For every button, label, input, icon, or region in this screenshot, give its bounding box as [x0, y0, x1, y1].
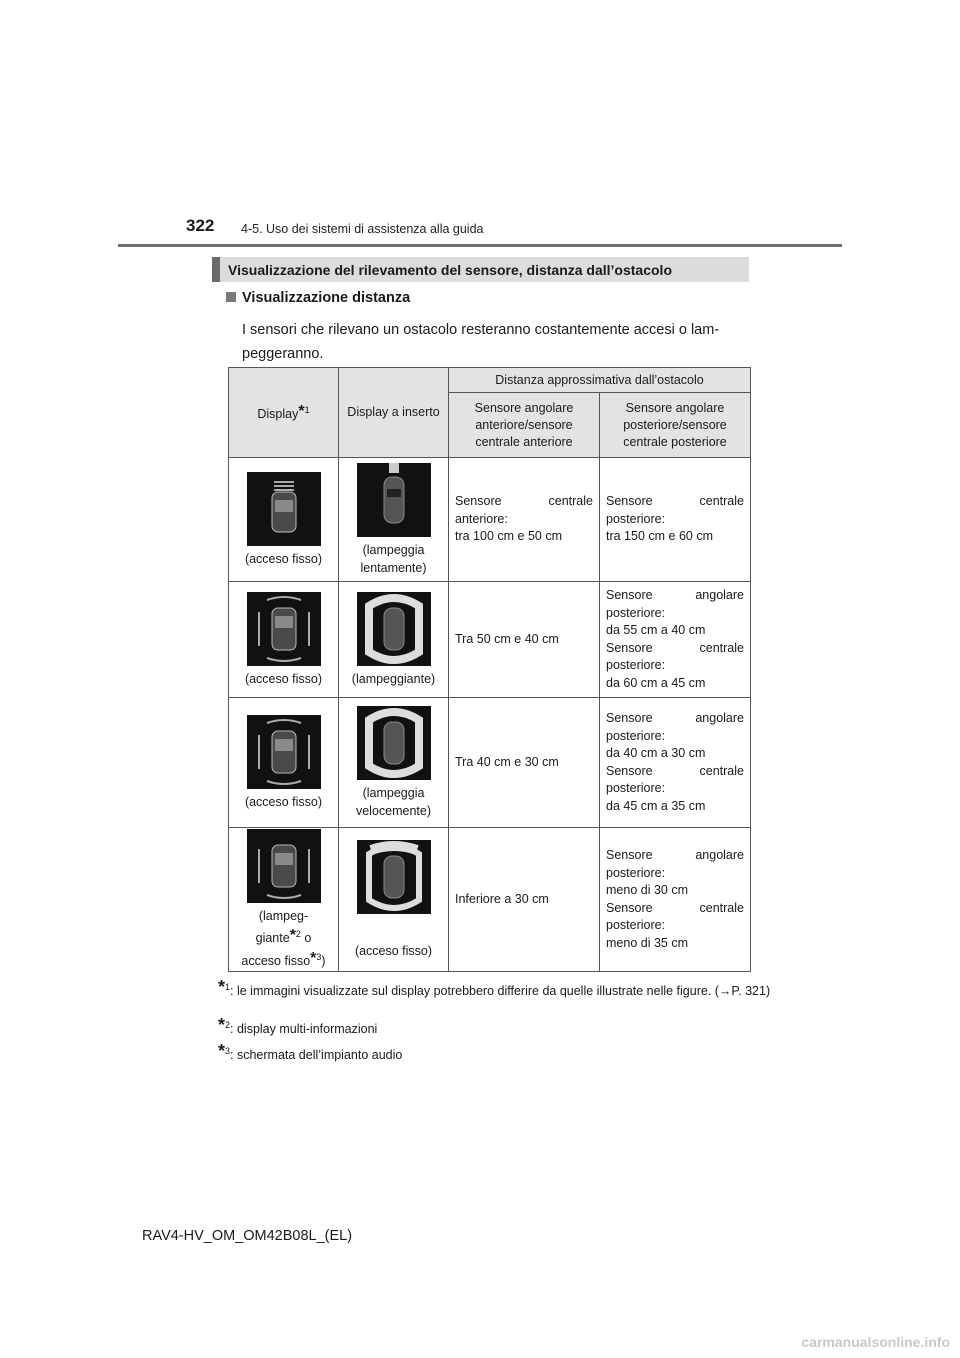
footnote-text: : le immagini visualizzate sul display potrebbero differire da quelle illustrate nelle figure. (→P. 321) [230, 984, 771, 999]
display-caption [229, 907, 338, 969]
subheading-text: Visualizzazione distanza [242, 290, 411, 306]
inset-vehicle-graphic [357, 840, 431, 914]
inset-cell [339, 828, 449, 972]
front-distance-cell [449, 698, 600, 828]
footnote-star: * [218, 1041, 226, 1062]
text-line: da 45 cm a 35 cm [606, 798, 706, 813]
header-inset: Display a inserto [339, 368, 449, 458]
header-display [229, 368, 339, 458]
inset-vehicle-graphic [357, 592, 431, 666]
display-caption: (acceso fisso) [244, 551, 323, 566]
inset-caption: (lampeggia velocemente) [355, 785, 432, 818]
inset-image [357, 463, 431, 537]
display-cell [229, 698, 339, 828]
text-line: Sensore centrale [606, 900, 744, 915]
vehicle-display-graphic [247, 715, 321, 789]
text-line: meno di 30 cm [606, 883, 688, 897]
inset-vehicle-graphic [357, 706, 431, 780]
subheading [226, 290, 410, 306]
text-line: posteriore: [606, 658, 666, 672]
caption-part: (lampeg- [258, 909, 309, 924]
display-image [247, 829, 321, 903]
inset-caption: (acceso fisso) [354, 943, 433, 958]
footnote-3 [218, 1042, 746, 1064]
text-line: Sensore centrale [606, 763, 744, 778]
caption-part: o [300, 931, 312, 946]
section-title-bar [212, 257, 749, 282]
inset-cell [339, 582, 449, 698]
vehicle-display-graphic [247, 592, 321, 666]
front-distance-cell [449, 582, 600, 698]
display-caption: (acceso fisso) [244, 671, 323, 686]
inset-cell [339, 458, 449, 582]
footnote-ref: 2 [225, 1020, 231, 1030]
text-line: Tra 40 cm e 30 cm [455, 754, 559, 769]
caption-part: giante [255, 931, 290, 946]
table-row [229, 458, 751, 582]
footnote-ref: 3 [225, 1046, 231, 1056]
body-paragraph: I sensori che rilevano un ostacolo resteranno costantemente accesi o lam-peggeranno. [242, 322, 720, 362]
inset-vehicle-graphic [357, 463, 431, 537]
footnote-star: * [289, 927, 296, 945]
text-line: posteriore: [606, 511, 666, 526]
text-line: Sensore centrale [455, 494, 593, 509]
rear-distance-cell [600, 698, 751, 828]
display-image [247, 592, 321, 666]
vehicle-display-graphic [247, 472, 321, 546]
display-cell [229, 828, 339, 972]
front-distance-cell [449, 458, 600, 582]
page-number: 322 [186, 216, 215, 235]
footnote-1 [218, 978, 774, 1000]
inset-caption: (lampeggia lentamente) [360, 542, 427, 575]
inset-image [357, 706, 431, 780]
caption-part: ) [321, 953, 326, 968]
text-line: da 60 cm a 45 cm [606, 675, 706, 690]
header-distance: Distanza approssimativa dall’ostacolo [449, 368, 751, 393]
text-line: posteriore: [606, 865, 666, 880]
front-distance-cell [449, 828, 600, 972]
section-title: Visualizzazione del rilevamento del sensore, distanza dall’ostacolo [228, 262, 672, 278]
footnote-star: * [298, 403, 305, 421]
square-bullet-icon [226, 292, 236, 302]
footnote-2 [218, 1016, 746, 1038]
table-row [229, 698, 751, 828]
display-caption: (acceso fisso) [244, 794, 323, 809]
display-cell [229, 582, 339, 698]
inset-cell [339, 698, 449, 828]
display-image [247, 715, 321, 789]
text-line: da 55 cm a 40 cm [606, 623, 706, 637]
display-cell [229, 458, 339, 582]
text-line: Sensore angolare [606, 711, 744, 725]
text-line: Sensore angolare [606, 588, 744, 602]
inset-image [357, 840, 431, 914]
header-rule [118, 244, 842, 247]
header-display-text: Display [257, 407, 299, 422]
rear-distance-cell [600, 582, 751, 698]
header-display-ref: 1 [304, 404, 310, 415]
footnote-text: : schermata dell’impianto audio [230, 1048, 403, 1063]
inset-image [357, 592, 431, 666]
table-row [229, 582, 751, 698]
text-line: posteriore: [606, 728, 666, 743]
text-line: Inferiore a 30 cm [455, 891, 549, 906]
vehicle-display-graphic [247, 829, 321, 903]
text-line: Sensore centrale [606, 494, 744, 509]
watermark: carmanualsonline.info [801, 1334, 950, 1350]
footnote-star: * [218, 977, 226, 998]
display-image [247, 472, 321, 546]
text-line: Sensore centrale [606, 640, 744, 655]
text-line: anteriore: [455, 511, 508, 526]
text-line: da 40 cm a 30 cm [606, 746, 706, 760]
footer-code: RAV4-HV_OM_OM42B08L_(EL) [142, 1228, 353, 1244]
text-line: posteriore: [606, 918, 666, 932]
caption-ref: 3 [316, 951, 322, 962]
footnote-text: : display multi-informazioni [230, 1022, 378, 1037]
distance-table [228, 367, 751, 972]
footnote-ref: 1 [225, 982, 231, 992]
footnote-star: * [310, 949, 317, 967]
header-title: 4-5. Uso dei sistemi di assistenza alla guida [241, 222, 484, 236]
text-line: meno di 35 cm [606, 935, 688, 950]
caption-part: acceso fisso [241, 953, 311, 968]
inset-caption: (lampeggiante) [351, 671, 436, 686]
text-line: Sensore angolare [606, 848, 744, 862]
table-row [229, 828, 751, 972]
text-line: posteriore: [606, 781, 666, 795]
header-front-sensors: Sensore angolare anteriore/sensore centrale anteriore [449, 393, 600, 458]
text-line: posteriore: [606, 605, 666, 620]
header-rear-sensors: Sensore angolare posteriore/sensore centrale posteriore [600, 393, 751, 458]
caption-ref: 2 [295, 929, 301, 940]
rear-distance-cell [600, 458, 751, 582]
text-line: tra 100 cm e 50 cm [455, 529, 562, 544]
text-line: tra 150 cm e 60 cm [606, 529, 713, 544]
text-line: Tra 50 cm e 40 cm [455, 631, 559, 646]
footnote-star: * [218, 1015, 226, 1036]
rear-distance-cell [600, 828, 751, 972]
